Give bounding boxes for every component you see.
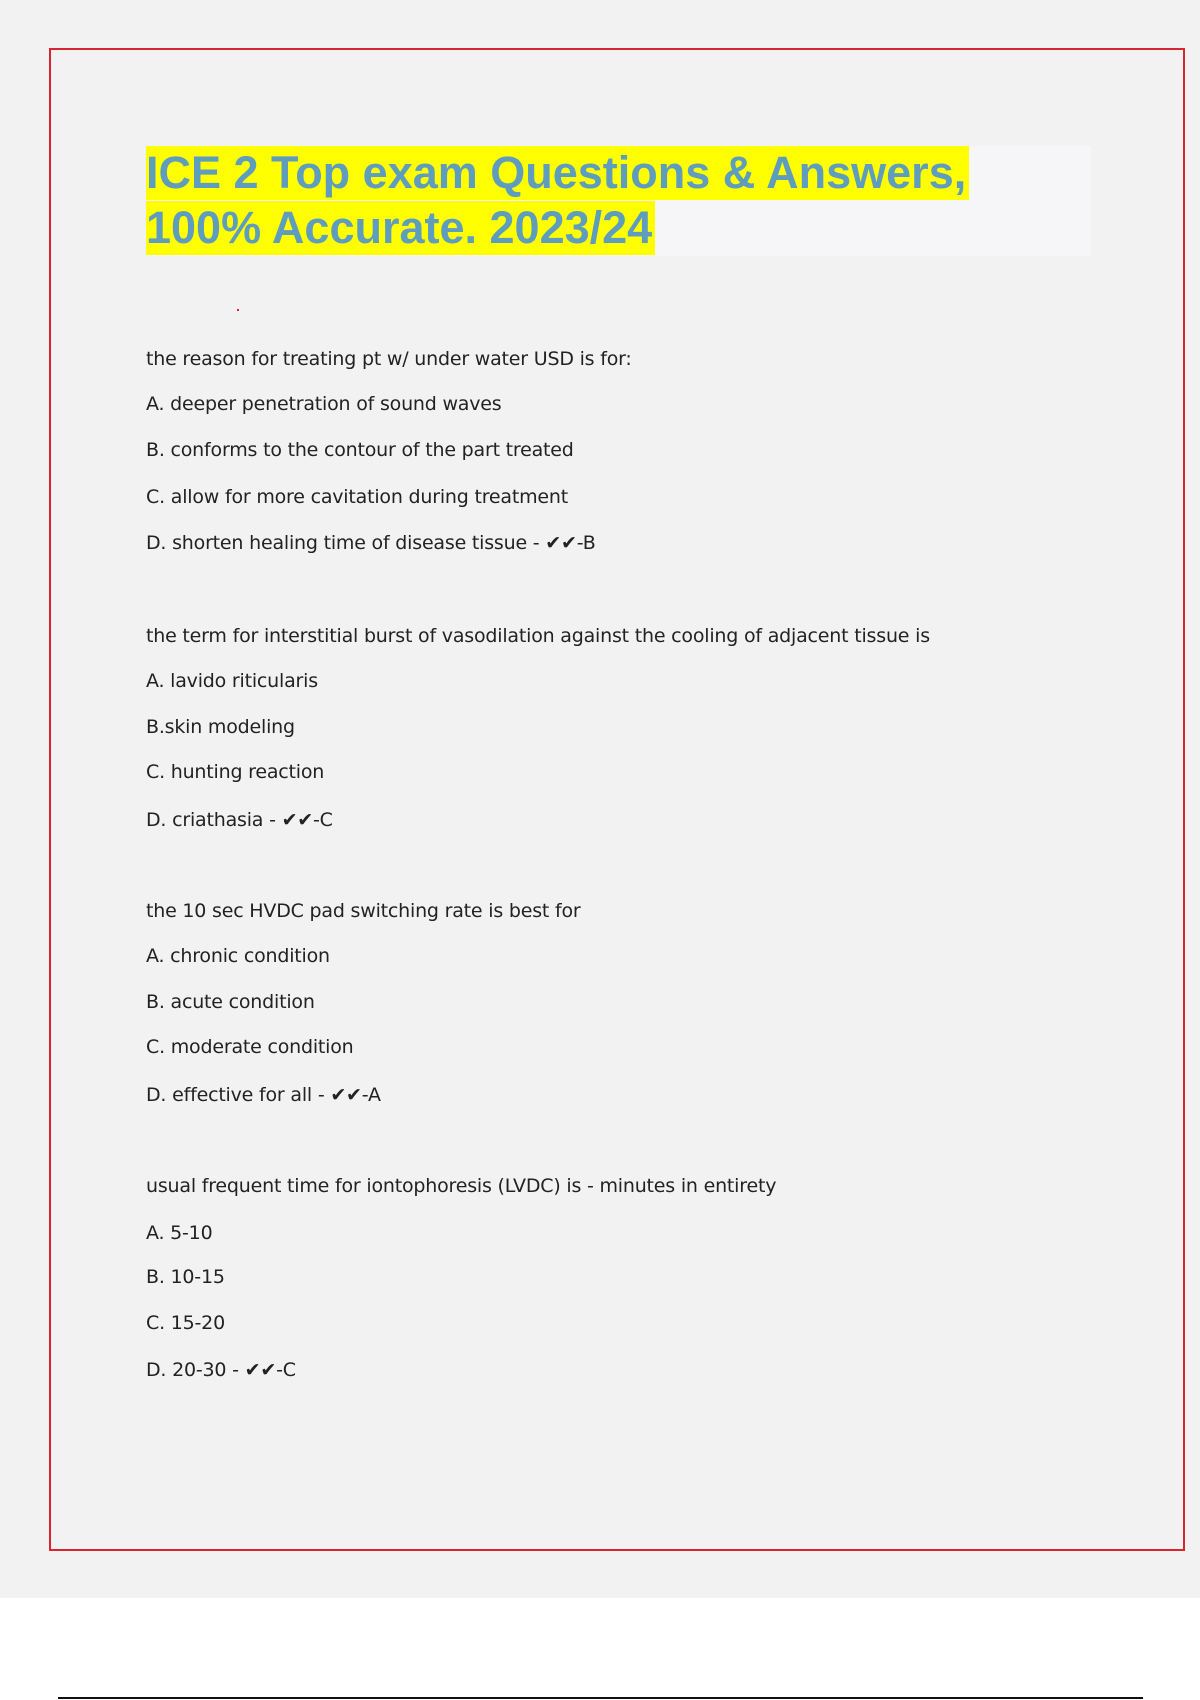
question-4-option-d-answer: D. 20-30 - ✔✔-C xyxy=(146,1359,296,1381)
footer-rule xyxy=(58,1697,1143,1699)
stray-mark xyxy=(237,309,239,311)
question-2-text: the term for interstitial burst of vasodilation against the cooling of adjacent tissue is xyxy=(146,625,930,647)
question-3-option-c: C. moderate condition xyxy=(146,1036,354,1058)
document-title-line-1: ICE 2 Top exam Questions & Answers, xyxy=(146,146,969,200)
question-3-option-d-answer: D. effective for all - ✔✔-A xyxy=(146,1084,381,1106)
question-3-option-b: B. acute condition xyxy=(146,991,315,1013)
question-4-text: usual frequent time for iontophoresis (LVDC) is - minutes in entirety xyxy=(146,1175,777,1197)
question-2-option-a: A. lavido riticularis xyxy=(146,670,318,692)
question-2-option-d-answer: D. criathasia - ✔✔-C xyxy=(146,809,333,831)
question-1-option-b: B. conforms to the contour of the part treated xyxy=(146,439,574,461)
question-2-option-b: B.skin modeling xyxy=(146,716,295,738)
question-4-option-b: B. 10-15 xyxy=(146,1266,225,1288)
document-title-line-2: 100% Accurate. 2023/24 xyxy=(146,201,655,255)
question-2-option-c: C. hunting reaction xyxy=(146,761,325,783)
question-1-option-c: C. allow for more cavitation during treatment xyxy=(146,486,568,508)
question-1-option-a: A. deeper penetration of sound waves xyxy=(146,393,502,415)
question-3-option-a: A. chronic condition xyxy=(146,945,330,967)
question-4-option-c: C. 15-20 xyxy=(146,1312,225,1334)
question-1-option-d-answer: D. shorten healing time of disease tissue - ✔✔-B xyxy=(146,532,596,554)
question-3-text: the 10 sec HVDC pad switching rate is best for xyxy=(146,900,581,922)
question-4-option-a: A. 5-10 xyxy=(146,1222,213,1244)
question-1-text: the reason for treating pt w/ under water USD is for: xyxy=(146,348,632,370)
